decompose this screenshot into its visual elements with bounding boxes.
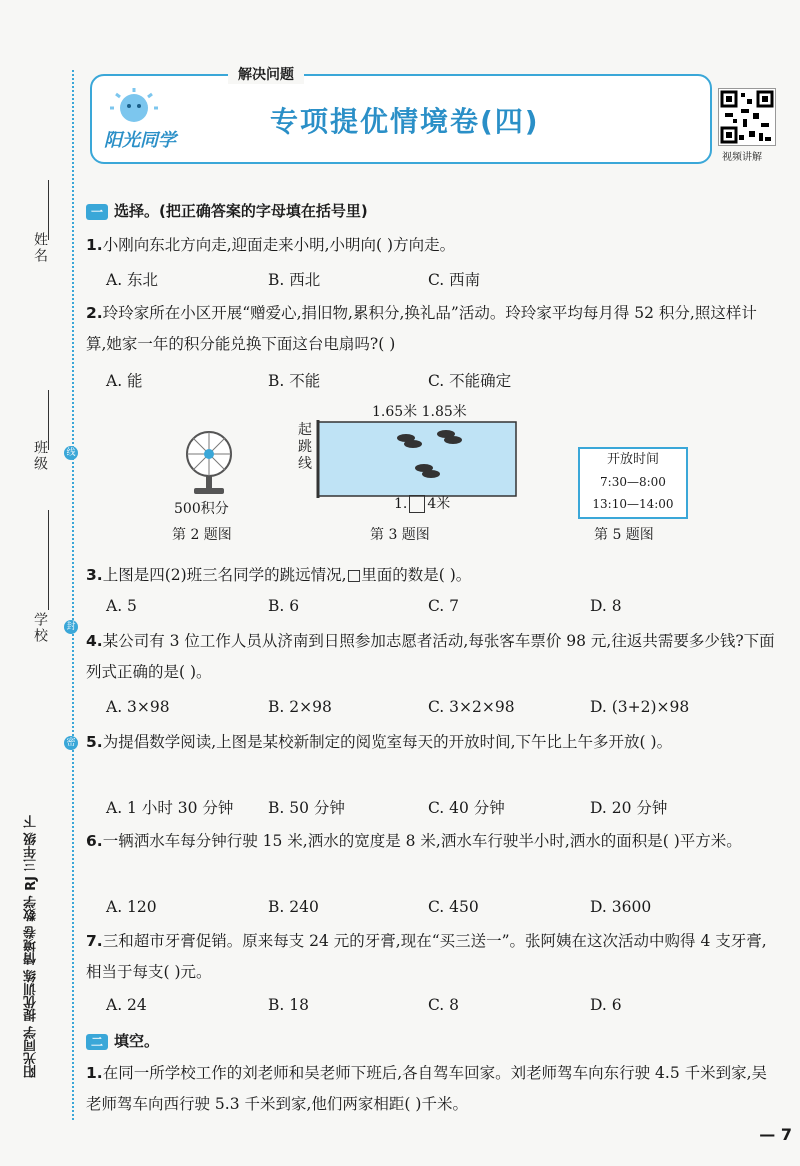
question-1: 1.小刚向东北方向走,迎面走来小明,小明向( )方向走。 — [86, 236, 456, 254]
option[interactable]: B. 西北 — [268, 271, 321, 289]
class-label: 班级 — [32, 440, 48, 472]
option[interactable]: C. 40 分钟 — [428, 799, 505, 817]
sun-logo-icon — [98, 88, 168, 128]
question-4: 4.某公司有 3 位工作人员从济南到日照参加志愿者活动,每张客车票价 98 元,往返共需要多少钱?下面列式正确的是( )。 — [86, 632, 775, 681]
seal-mark: 线 — [64, 446, 78, 460]
school-label: 学校 — [32, 612, 48, 644]
jump-bottom-label: 1. 4米 — [394, 496, 451, 512]
school-blank — [48, 510, 49, 610]
option[interactable]: C. 450 — [428, 898, 479, 916]
section-badge: 二 — [86, 1034, 108, 1050]
question-5: 5.为提倡数学阅读,上图是某校新制定的阅览室每天的开放时间,下午比上午多开放( )。 — [86, 733, 673, 751]
option[interactable]: B. 6 — [268, 597, 300, 615]
seal-mark: 封 — [64, 620, 78, 634]
qr-code-icon[interactable] — [718, 88, 776, 146]
answer-box[interactable] — [409, 495, 425, 513]
hours-title: 开放时间 — [606, 452, 659, 467]
option[interactable]: B. 240 — [268, 898, 319, 916]
page-title: 专项提优情境卷(四) — [270, 105, 540, 138]
option[interactable]: B. 50 分钟 — [268, 799, 345, 817]
margin-dotted-line — [72, 70, 74, 1120]
option[interactable]: B. 2×98 — [268, 698, 332, 716]
option[interactable]: D. 20 分钟 — [590, 799, 668, 817]
option[interactable]: C. 3×2×98 — [428, 698, 515, 716]
qr-caption: 视频讲解 — [722, 152, 762, 163]
option[interactable]: A. 1 小时 30 分钟 — [106, 799, 234, 817]
seal-mark: 密 — [64, 736, 78, 750]
option[interactable]: D. 8 — [590, 597, 622, 615]
section-badge: 一 — [86, 204, 108, 220]
option[interactable]: A. 5 — [106, 597, 137, 615]
side-brand-text: 阳光同学 提优训练 情境卷 数学 RJ 三年级 下 — [24, 814, 39, 1078]
option[interactable]: A. 东北 — [106, 271, 159, 289]
opening-hours-sign — [578, 447, 688, 519]
brand-logo-text: 阳光同学 — [104, 130, 176, 151]
fill-question-1: 1.在同一所学校工作的刘老师和吴老师下班后,各自驾车回家。刘老师驾车向东行驶 4.5 千米到家,吴老师驾车向西行驶 5.3 千米到家,他们两家相距( )千米。 — [86, 1064, 768, 1113]
option[interactable]: A. 24 — [106, 996, 147, 1014]
option[interactable]: C. 不能确定 — [428, 372, 512, 390]
option[interactable]: C. 7 — [428, 597, 460, 615]
option[interactable]: B. 不能 — [268, 372, 321, 390]
section2-heading: 二 填空。 — [86, 1030, 159, 1051]
question-7: 7.三和超市牙膏促销。原来每支 24 元的牙膏,现在“买三送一”。张阿姨在这次活动中购得 4 支牙膏,相当于每支( )元。 — [86, 932, 767, 981]
page-number: — 7 — [759, 1125, 792, 1144]
hours-afternoon: 13:10—14:00 — [592, 497, 674, 511]
option[interactable]: C. 8 — [428, 996, 460, 1014]
header-tag: 解决问题 — [228, 64, 304, 84]
question-3: 3.上图是四(2)班三名同学的跳远情况,□里面的数是( )。 — [86, 566, 472, 584]
long-jump-diagram — [316, 420, 518, 498]
jump-top-label: 1.65米 1.85米 — [372, 404, 467, 420]
name-label: 姓名 — [32, 232, 48, 264]
option[interactable]: C. 西南 — [428, 271, 481, 289]
name-blank — [48, 180, 49, 240]
option[interactable]: A. 3×98 — [106, 698, 170, 716]
fan-points-label: 500积分 — [174, 501, 229, 517]
option[interactable]: B. 18 — [268, 996, 309, 1014]
section1-heading: 一 选择。(把正确答案的字母填在括号里) — [86, 200, 368, 221]
question-6: 6.一辆洒水车每分钟行驶 15 米,洒水的宽度是 8 米,洒水车行驶半小时,洒水的面积是( )平方米。 — [86, 832, 742, 850]
class-blank — [48, 390, 49, 450]
takeoff-line-label: 起跳线 — [298, 422, 312, 472]
fig2-caption: 第 2 题图 — [172, 527, 232, 543]
electric-fan-icon — [180, 428, 238, 498]
option[interactable]: D. (3+2)×98 — [590, 698, 690, 716]
fig3-caption: 第 3 题图 — [370, 527, 430, 543]
option[interactable]: D. 6 — [590, 996, 622, 1014]
option[interactable]: D. 3600 — [590, 898, 652, 916]
fig5-caption: 第 5 题图 — [594, 527, 654, 543]
option[interactable]: A. 120 — [106, 898, 157, 916]
question-2: 2.玲玲家所在小区开展“赠爱心,捐旧物,累积分,换礼品”活动。玲玲家平均每月得 52 积分,照这样计算,她家一年的积分能兑换下面这台电扇吗?( ) — [86, 304, 757, 353]
hours-morning: 7:30—8:00 — [600, 475, 666, 489]
option[interactable]: A. 能 — [106, 372, 143, 390]
